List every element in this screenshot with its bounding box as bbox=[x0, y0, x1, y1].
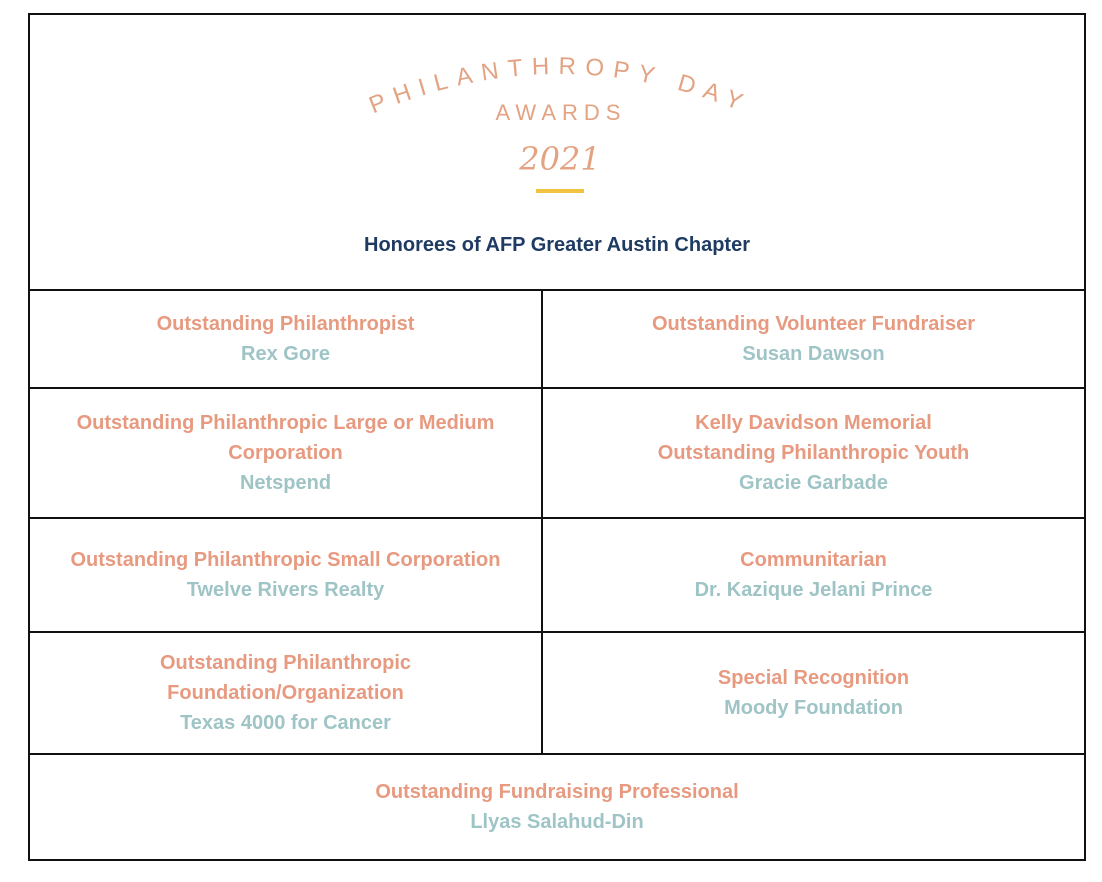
award-title-line: Corporation bbox=[228, 442, 343, 464]
award-cell-left bbox=[30, 519, 543, 631]
honoree-name: Moody Foundation bbox=[724, 697, 903, 719]
honoree-name: Gracie Garbade bbox=[739, 472, 888, 494]
honoree-name: Texas 4000 for Cancer bbox=[180, 712, 391, 734]
logo-arc-text: PHILANTHROPY DAY bbox=[365, 52, 755, 120]
award-title-line: Outstanding Philanthropic Large or Medium bbox=[76, 412, 495, 434]
page-subtitle: Honorees of AFP Greater Austin Chapter bbox=[364, 234, 750, 256]
awards-table bbox=[28, 13, 1086, 861]
award-title-line: Outstanding Fundraising Professional bbox=[375, 781, 739, 803]
award-cell-left bbox=[30, 389, 543, 517]
award-title-line: Outstanding Volunteer Fundraiser bbox=[652, 313, 975, 335]
philanthropy-day-logo bbox=[30, 15, 1084, 215]
honoree-name: Dr. Kazique Jelani Prince bbox=[694, 579, 933, 601]
award-title-line: Outstanding Philanthropist bbox=[156, 313, 415, 335]
award-title-line: Outstanding Philanthropic bbox=[159, 652, 412, 674]
award-row-full bbox=[30, 755, 1084, 859]
award-cell-left bbox=[30, 291, 543, 387]
award-title-line: Foundation/Organization bbox=[167, 682, 404, 704]
award-cell-right bbox=[543, 519, 1084, 631]
award-cell-full bbox=[30, 755, 1084, 859]
award-cell-left bbox=[30, 633, 543, 753]
award-cell-right bbox=[543, 291, 1084, 387]
logo-year: 2021 bbox=[519, 140, 601, 178]
award-row bbox=[30, 519, 1084, 633]
honoree-name: Rex Gore bbox=[241, 343, 330, 365]
honoree-name: Llyas Salahud-Din bbox=[470, 811, 644, 833]
award-title-line: Outstanding Philanthropic Small Corporation bbox=[70, 549, 501, 571]
award-title-line: Special Recognition bbox=[717, 667, 910, 689]
logo-underline bbox=[536, 189, 584, 193]
header-section bbox=[30, 15, 1084, 291]
honoree-name: Netspend bbox=[239, 472, 332, 494]
award-row bbox=[30, 291, 1084, 389]
award-title-line: Kelly Davidson Memorial bbox=[695, 412, 932, 434]
award-title-line: Outstanding Philanthropic Youth bbox=[657, 442, 970, 464]
logo-awards-text: AWARDS bbox=[495, 100, 627, 125]
award-cell-right bbox=[543, 389, 1084, 517]
honoree-name: Susan Dawson bbox=[742, 343, 885, 365]
award-row bbox=[30, 633, 1084, 755]
honoree-name: Twelve Rivers Realty bbox=[186, 579, 385, 601]
award-title-line: Communitarian bbox=[740, 549, 887, 571]
award-row bbox=[30, 389, 1084, 519]
award-cell-right bbox=[543, 633, 1084, 753]
